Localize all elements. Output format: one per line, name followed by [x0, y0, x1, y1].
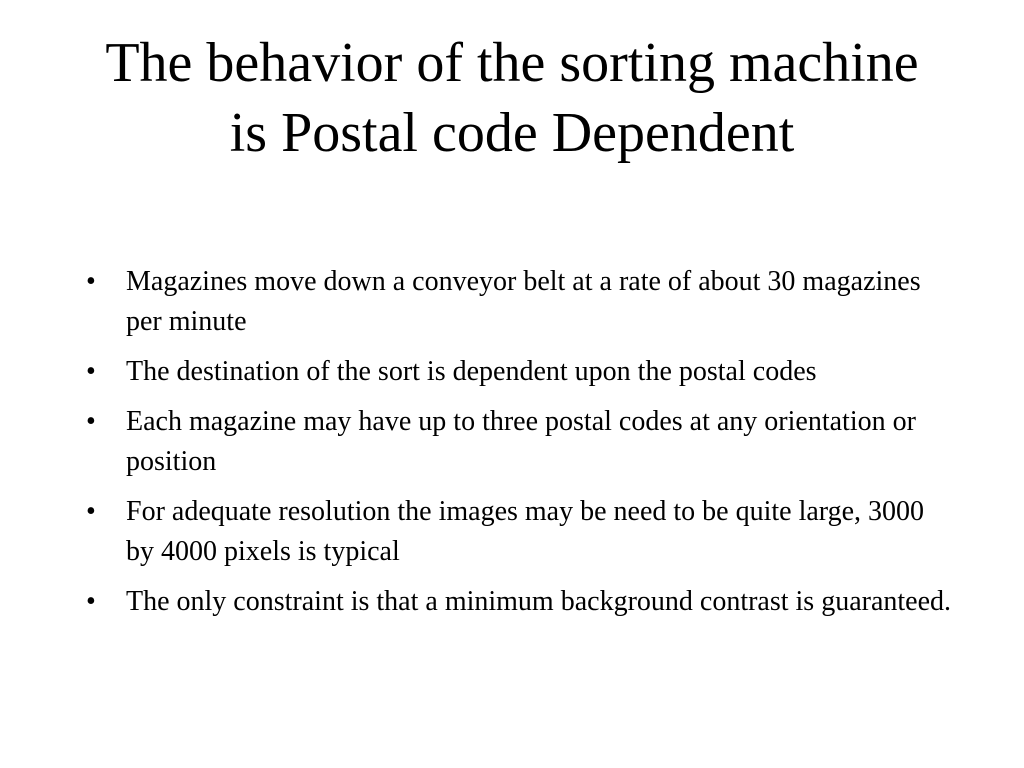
bullet-text: Each magazine may have up to three postal codes at any orientation or position: [126, 406, 916, 477]
bullet-item: [86, 262, 956, 342]
bullet-item: [86, 492, 956, 572]
bullet-dot-icon: •: [86, 586, 96, 617]
bullet-list: [86, 262, 956, 632]
bullet-dot-icon: •: [86, 406, 96, 437]
bullet-item: [86, 582, 956, 622]
bullet-text: Magazines move down a conveyor belt at a rate of about 30 magazines per minute: [126, 266, 921, 337]
slide-title: The behavior of the sorting machine is Postal code Dependent: [105, 32, 919, 164]
bullet-dot-icon: •: [86, 356, 96, 387]
bullet-text: The only constraint is that a minimum background contrast is guaranteed.: [126, 586, 952, 617]
bullet-item: [86, 352, 956, 392]
bullet-dot-icon: •: [86, 266, 96, 297]
bullet-dot-icon: •: [86, 496, 96, 527]
bullet-item: [86, 402, 956, 482]
bullet-text: The destination of the sort is dependent upon the postal codes: [126, 356, 817, 387]
bullet-text: For adequate resolution the images may be need to be quite large, 3000 by 4000 pixels is typical: [126, 496, 925, 567]
